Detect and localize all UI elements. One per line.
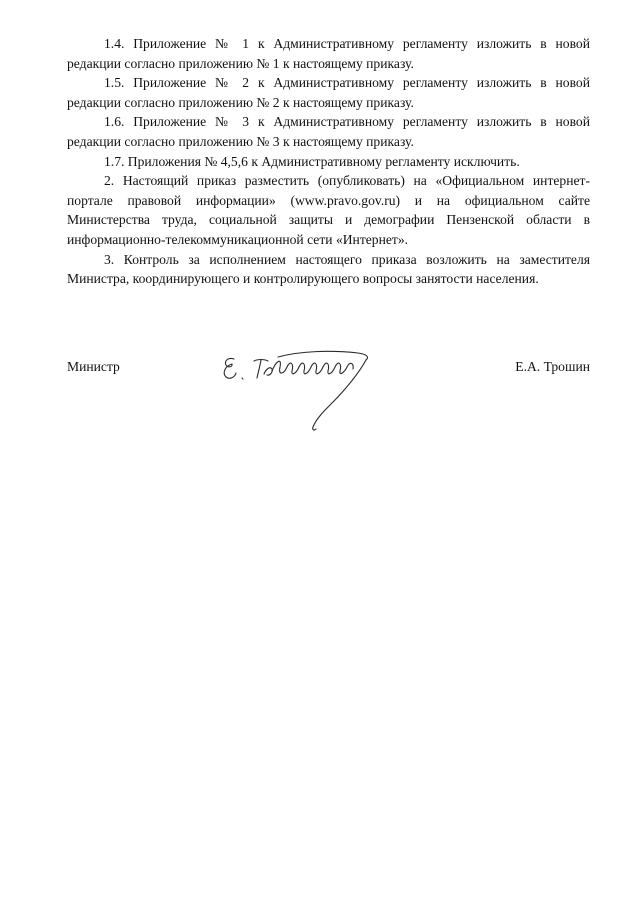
paragraph-1-7: 1.7. Приложения № 4,5,6 к Административному регламенту исключить.	[104, 153, 520, 169]
paragraph-1-6: 1.6. Приложение № 3 к Административному регламенту изложить в новой редакции согласно приложению № 3 к настоящему приказу.	[67, 114, 590, 149]
signature-block	[67, 357, 590, 447]
paragraph-1-4: 1.4. Приложение № 1 к Административному регламенту изложить в новой редакции согласно приложению № 1 к настоящему приказу.	[67, 36, 590, 71]
paragraph-2: 2. Настоящий приказ разместить (опубликовать) на «Официальном интернет-портале правовой информации» (www.pravo.gov.ru) и на официальном сайте Министерства труда, социальной защиты и демографии Пензенской области в информационно-телекоммуникационной сети «Интернет».	[67, 173, 590, 247]
signatory-name: Е.А. Трошин	[515, 359, 590, 374]
paragraph-3: 3. Контроль за исполнением настоящего приказа возложить на заместителя Министра, координирующего и контролирующего вопросы занятости населения.	[67, 251, 590, 287]
handwritten-signature	[220, 347, 390, 439]
paragraph-1-5: 1.5. Приложение № 2 к Административному регламенту изложить в новой редакции согласно приложению № 2 к настоящему приказу.	[67, 75, 590, 110]
signatory-position: Министр	[67, 359, 120, 374]
document-body	[67, 34, 590, 289]
